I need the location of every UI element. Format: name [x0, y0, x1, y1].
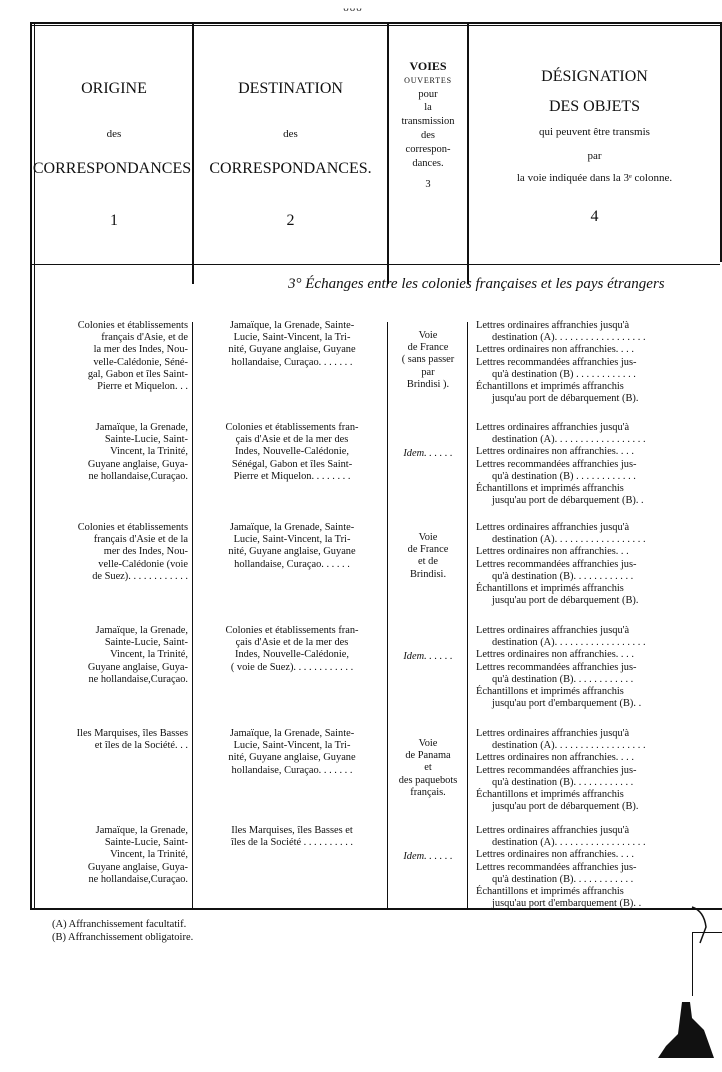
destination-cell-line: Indes, Nouvelle-Calédonie,: [235, 649, 349, 661]
origin-cell-line: Guyane anglaise, Guya-: [87, 861, 188, 873]
header-designation: [469, 68, 720, 226]
destination-cell-line: Jamaïque, la Grenade, Sainte-: [229, 728, 355, 739]
objects-cell-line: qu'à destination (B). . . . . . . . . . . .: [492, 776, 634, 788]
header-designation-num: 4: [590, 208, 599, 225]
header-voies-l7: dances.: [412, 157, 444, 169]
destination-cell-line: Sénégal, Gabon et îles Saint-: [231, 458, 353, 470]
header-voies-l5: des: [421, 129, 435, 141]
origin-cell-line: de Suez). . . . . . . . . . . .: [92, 570, 188, 582]
objects-cell-line: jusqu'au port d'embarquement (B). .: [492, 898, 642, 910]
origin-cell-line: Sainte-Lucie, Saint-: [104, 434, 188, 446]
route-cell-line: et de: [418, 556, 438, 568]
destination-cell-line: Jamaïque, la Grenade, Sainte-: [229, 522, 355, 533]
origin-cell: [42, 522, 188, 583]
destination-cell: [200, 625, 384, 674]
objects-cell-line: Lettres ordinaires non affranchies. . . .: [476, 849, 634, 861]
destination-cell-line: nité, Guyane anglaise, Guyane: [228, 344, 356, 356]
objects-cell-line: Échantillons et imprimés affranchis: [476, 686, 624, 698]
route-cell-line: par: [421, 366, 435, 378]
origin-cell: [42, 825, 188, 886]
header-voies-num: 3: [425, 179, 431, 191]
destination-cell: [200, 825, 384, 849]
objects-cell-line: Échantillons et imprimés affranchis: [476, 789, 624, 801]
header-origine-num: 1: [110, 212, 118, 229]
origin-cell-line: Pierre et Miquelon. . .: [97, 381, 188, 393]
origin-cell-line: velle-Calédonie, Séné-: [93, 356, 188, 368]
header-voies-l4: transmission: [401, 116, 455, 128]
route-cell-line: de France: [407, 544, 449, 556]
objects-cell: [476, 728, 718, 813]
header-destination-title: DESTINATION: [238, 80, 343, 97]
section-title: 3° Échanges entre les colonies françaises et les pays étrangers: [288, 276, 665, 292]
objects-cell-line: jusqu'au port de débarquement (B).: [492, 801, 639, 813]
objects-cell-line: jusqu'au port d'embarquement (B). .: [492, 698, 642, 710]
footnotes: [52, 918, 193, 944]
origin-cell-line: Sainte-Lucie, Saint-: [104, 837, 188, 849]
destination-cell-line: Lucie, Saint-Vincent, la Tri-: [233, 534, 351, 546]
route-cell-line: Voie: [418, 532, 438, 543]
route-cell-line: ( sans passer: [401, 354, 455, 366]
objects-cell-line: jusqu'au port de débarquement (B). .: [492, 495, 644, 507]
destination-cell-line: Lucie, Saint-Vincent, la Tri-: [233, 332, 351, 344]
origin-cell: [42, 625, 188, 686]
header-voies-l0: VOIES: [409, 59, 447, 73]
header-designation-sub: DES OBJETS: [548, 98, 641, 115]
route-cell: [391, 851, 465, 863]
destination-cell-line: Lucie, Saint-Vincent, la Tri-: [233, 740, 351, 752]
route-cell-line: français.: [410, 786, 446, 798]
header-origine-title: ORIGINE: [81, 80, 147, 97]
destination-cell: [200, 728, 384, 777]
destination-cell: [200, 422, 384, 483]
destination-cell: [200, 522, 384, 571]
route-cell-line: de Panama: [405, 750, 451, 762]
objects-cell-line: destination (A). . . . . . . . . . . . . . . . . .: [492, 534, 646, 546]
table-frame: [30, 22, 722, 910]
objects-cell-line: Échantillons et imprimés affranchis: [476, 483, 624, 495]
header-voies-l2: pour: [418, 88, 438, 100]
destination-cell-line: nité, Guyane anglaise, Guyane: [228, 752, 356, 764]
destination-cell-line: çais d'Asie et de la mer des: [235, 434, 349, 446]
origin-cell-line: Colonies et établissements: [77, 320, 188, 331]
objects-cell: [476, 522, 718, 607]
objects-cell-line: Lettres recommandées affranchies jus-: [476, 558, 637, 570]
header-voies: [389, 60, 467, 192]
origin-cell-line: gal, Gabon et îles Saint-: [87, 368, 188, 380]
objects-cell-line: qu'à destination (B) . . . . . . . . . . . .: [492, 470, 636, 482]
objects-cell-line: Lettres ordinaires affranchies jusqu'à: [476, 422, 630, 433]
footnote-a: (A) Affranchissement facultatif.: [52, 919, 187, 930]
objects-cell: [476, 320, 718, 405]
objects-cell-line: Lettres recommandées affranchies jus-: [476, 661, 637, 673]
objects-cell-line: Lettres ordinaires affranchies jusqu'à: [476, 825, 630, 836]
objects-cell-line: Lettres ordinaires affranchies jusqu'à: [476, 522, 630, 533]
origin-cell-line: français d'Asie, et de: [101, 332, 188, 344]
destination-cell-line: îles de la Société . . . . . . . . . .: [230, 837, 354, 849]
destination-cell-line: hollandaise, Curaçao. . . . . . .: [231, 356, 353, 368]
destination-cell-line: Pierre et Miquelon. . . . . . . .: [233, 470, 351, 482]
header-destination-caption: CORRESPONDANCES.: [209, 160, 372, 177]
page-mark: ᴗᴗᴗ: [343, 2, 363, 14]
origin-cell-line: ne hollandaise,Curaçao.: [88, 873, 188, 885]
objects-cell-line: destination (A). . . . . . . . . . . . . . . . . .: [492, 637, 646, 649]
destination-cell: [200, 320, 384, 369]
origin-cell-line: mer des Indes, Nou-: [103, 546, 188, 558]
objects-cell-line: Lettres ordinaires affranchies jusqu'à: [476, 728, 630, 739]
destination-cell-line: hollandaise, Curaçao. . . . . .: [234, 558, 350, 570]
objects-cell-line: Échantillons et imprimés affranchis: [476, 886, 624, 898]
header-voies-l3: la: [424, 102, 432, 114]
header-designation-l1: par: [587, 150, 602, 162]
route-cell-line: Brindisi ).: [406, 378, 450, 390]
objects-cell-line: jusqu'au port de débarquement (B).: [492, 393, 639, 405]
origin-cell-line: Jamaïque, la Grenade,: [95, 825, 188, 836]
route-cell: [391, 738, 465, 799]
origin-cell-line: français d'Asie et de la: [93, 534, 188, 546]
objects-cell-line: Lettres ordinaires affranchies jusqu'à: [476, 320, 630, 331]
origin-cell-line: ne hollandaise,Curaçao.: [88, 673, 188, 685]
header-destination-sub: des: [283, 128, 298, 140]
route-cell-line: et: [424, 762, 432, 774]
route-cell-line: des paquebots: [398, 774, 458, 786]
footnote-b: (B) Affranchissement obligatoire.: [52, 932, 194, 943]
destination-cell-line: Jamaïque, la Grenade, Sainte-: [229, 320, 355, 331]
origin-cell-line: Colonies et établissements: [77, 522, 188, 533]
objects-cell-line: qu'à destination (B). . . . . . . . . . . .: [492, 673, 634, 685]
destination-cell-line: ( voie de Suez). . . . . . . . . . . .: [230, 661, 354, 673]
destination-cell-line: Iles Marquises, îles Basses et: [231, 825, 353, 836]
origin-cell-line: ne hollandaise,Curaçao.: [88, 470, 188, 482]
header-destination: [194, 80, 387, 230]
destination-cell-line: Colonies et établissements fran-: [225, 625, 359, 636]
header-destination-num: 2: [286, 212, 295, 229]
origin-cell-line: Guyane anglaise, Guya-: [87, 458, 188, 470]
origin-cell: [42, 320, 188, 393]
origin-cell: [42, 728, 188, 752]
origin-cell-line: la mer des Indes, Nou-: [93, 344, 188, 356]
header-origine-caption: CORRESPONDANCES.: [32, 160, 196, 177]
origin-cell-line: Jamaïque, la Grenade,: [95, 625, 188, 636]
route-cell-line: Voie: [418, 738, 438, 749]
destination-cell-line: çais d'Asie et de la mer des: [235, 637, 349, 649]
header-designation-l2: la voie indiquée dans la 3ᵉ colonne.: [516, 172, 673, 184]
route-cell-line: Idem. . . . . .: [403, 448, 453, 459]
objects-cell-line: destination (A). . . . . . . . . . . . . . . . . .: [492, 740, 646, 752]
objects-cell-line: Lettres recommandées affranchies jus-: [476, 764, 637, 776]
objects-cell-line: qu'à destination (B) . . . . . . . . . . . .: [492, 368, 636, 380]
header-voies-l6: correspon-: [405, 143, 451, 155]
route-cell-line: de France: [407, 342, 449, 354]
header-designation-l0: qui peuvent être transmis: [539, 126, 650, 138]
origin-cell-line: Vincent, la Trinité,: [110, 649, 188, 661]
objects-cell-line: Lettres recommandées affranchies jus-: [476, 458, 637, 470]
objects-cell: [476, 422, 718, 507]
origin-cell-line: Sainte-Lucie, Saint-: [104, 637, 188, 649]
origin-cell-line: et îles de la Société. . .: [94, 740, 188, 752]
objects-cell-line: Lettres ordinaires non affranchies. . .: [476, 546, 629, 558]
route-cell: [391, 330, 465, 391]
header-voies-l1: OUVERTES: [404, 75, 452, 85]
origin-cell: [42, 422, 188, 483]
objects-cell-line: jusqu'au port de débarquement (B).: [492, 595, 639, 607]
route-cell-line: Voie: [418, 330, 438, 341]
paper-curl-icon: [690, 905, 720, 945]
objects-cell-line: Lettres ordinaires non affranchies. . . .: [476, 649, 634, 661]
route-cell: [391, 532, 465, 581]
objects-cell-line: destination (A). . . . . . . . . . . . . . . . . .: [492, 837, 646, 849]
objects-cell-line: Lettres ordinaires affranchies jusqu'à: [476, 625, 630, 636]
route-cell: [391, 651, 465, 663]
objects-cell: [476, 825, 718, 910]
objects-cell-line: Lettres ordinaires non affranchies. . . .: [476, 752, 634, 764]
header-designation-title: DÉSIGNATION: [541, 68, 648, 85]
objects-cell-line: qu'à destination (B). . . . . . . . . . . .: [492, 873, 634, 885]
objects-cell-line: Échantillons et imprimés affranchis: [476, 583, 624, 595]
objects-cell-line: Lettres ordinaires non affranchies. . . .: [476, 344, 634, 356]
objects-cell-line: Échantillons et imprimés affranchis: [476, 381, 624, 393]
destination-cell-line: hollandaise, Curaçao. . . . . . .: [231, 764, 353, 776]
ink-blot-icon: [656, 1000, 716, 1060]
destination-cell-line: nité, Guyane anglaise, Guyane: [228, 546, 356, 558]
origin-cell-line: Iles Marquises, îles Basses: [76, 728, 188, 739]
destination-cell-line: Colonies et établissements fran-: [225, 422, 359, 433]
route-cell-line: Idem. . . . . .: [403, 651, 453, 662]
origin-cell-line: Vincent, la Trinité,: [110, 446, 188, 458]
header-origine: [32, 80, 196, 230]
destination-cell-line: Indes, Nouvelle-Calédonie,: [235, 446, 349, 458]
objects-cell-line: Lettres recommandées affranchies jus-: [476, 861, 637, 873]
objects-cell: [476, 625, 718, 710]
route-cell: [391, 448, 465, 460]
route-cell-line: Brindisi.: [409, 568, 447, 580]
origin-cell-line: Jamaïque, la Grenade,: [95, 422, 188, 433]
objects-cell-line: qu'à destination (B). . . . . . . . . . . .: [492, 570, 634, 582]
origin-cell-line: Vincent, la Trinité,: [110, 849, 188, 861]
origin-cell-line: Guyane anglaise, Guya-: [87, 661, 188, 673]
route-cell-line: Idem. . . . . .: [403, 851, 453, 862]
objects-cell-line: destination (A). . . . . . . . . . . . . . . . . .: [492, 434, 646, 446]
objects-cell-line: destination (A). . . . . . . . . . . . . . . . . .: [492, 332, 646, 344]
objects-cell-line: Lettres ordinaires non affranchies. . . .: [476, 446, 634, 458]
origin-cell-line: velle-Calédonie (voie: [98, 558, 188, 570]
header-origine-sub: des: [106, 128, 122, 140]
objects-cell-line: Lettres recommandées affranchies jus-: [476, 356, 637, 368]
